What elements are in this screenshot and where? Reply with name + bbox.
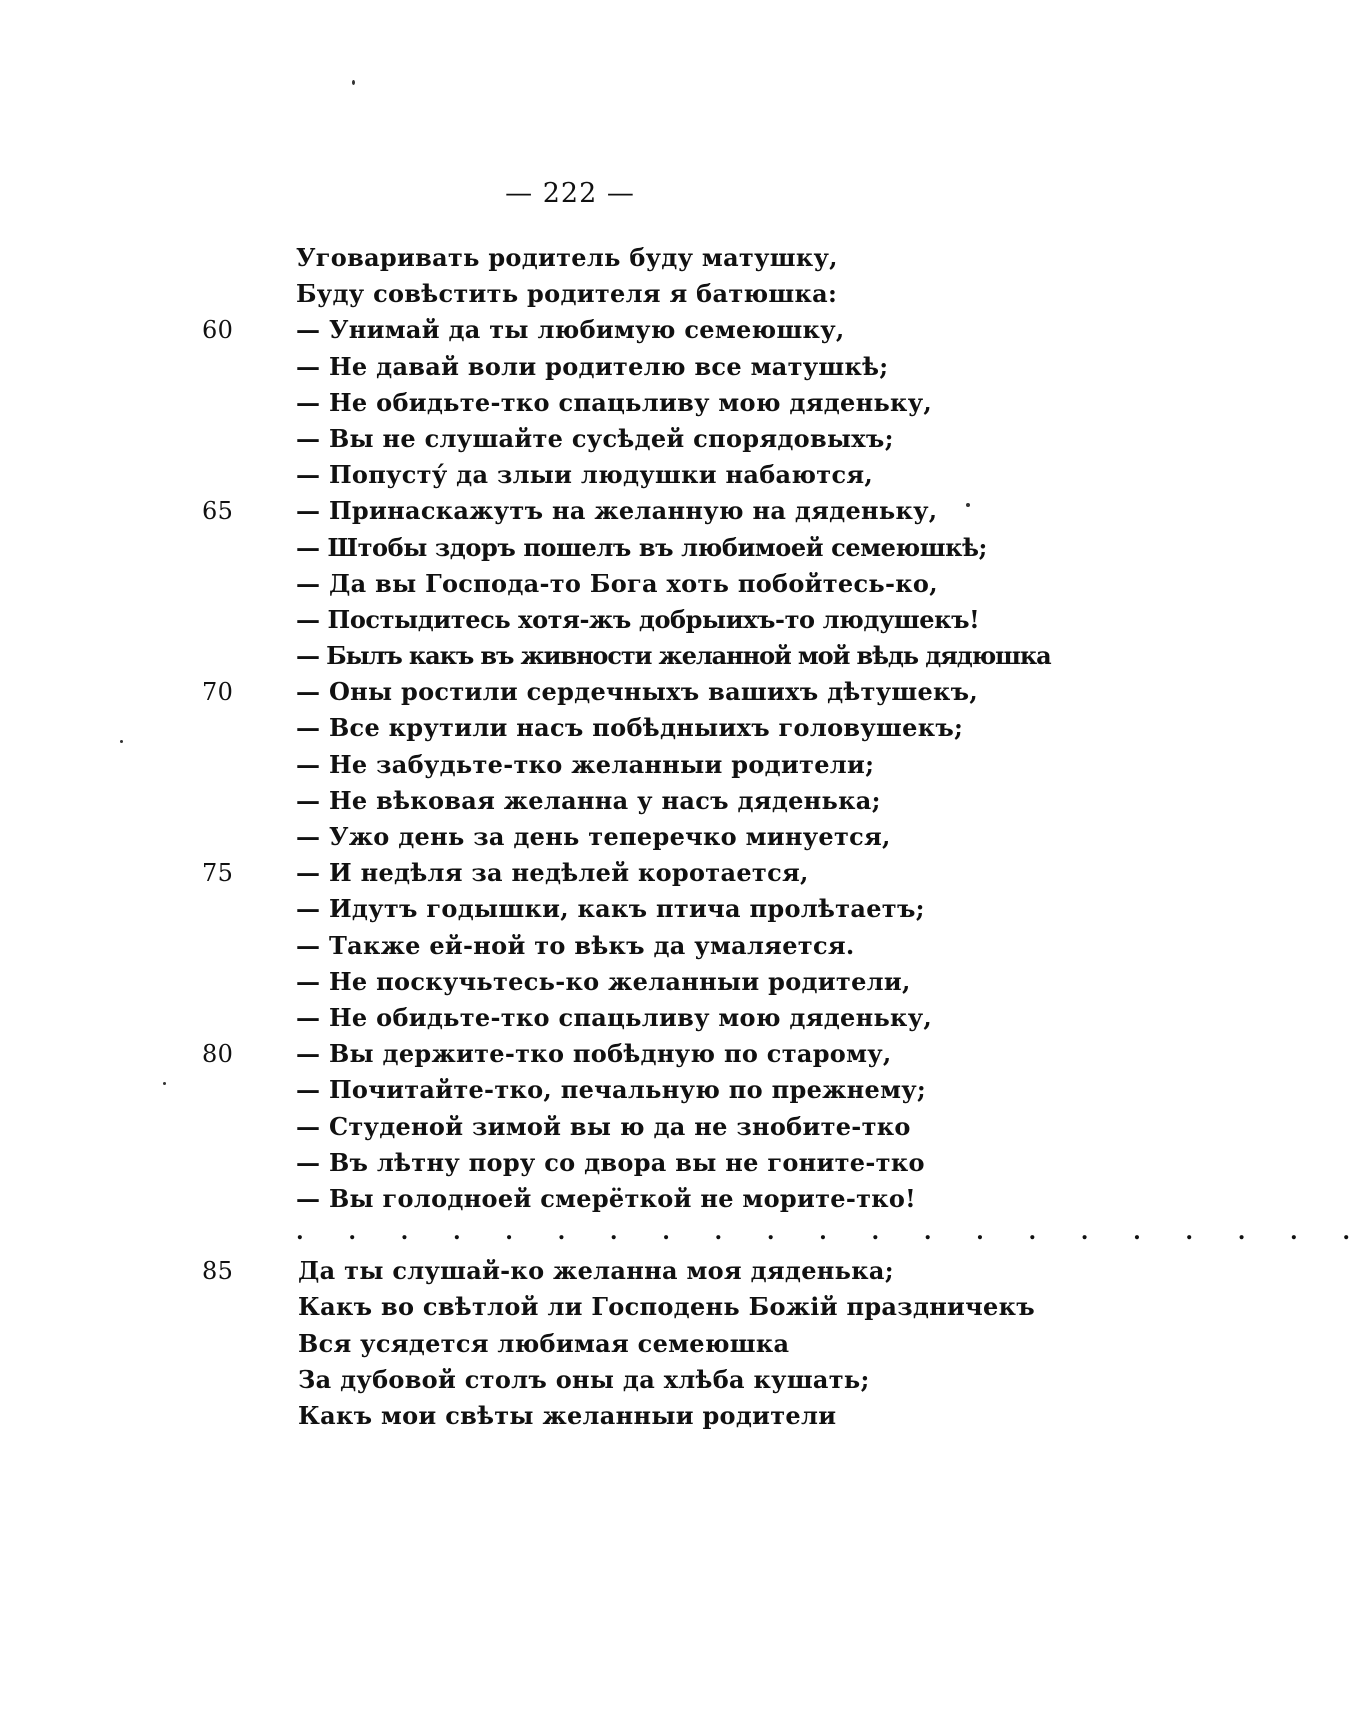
line-text: — Былъ какъ въ живности желанной мой вѣдь дядюшка <box>296 641 1051 671</box>
line-number: 70 <box>202 678 234 707</box>
line-text: — Не поскучьтесь-ко желанныи родители, <box>296 966 911 996</box>
line-text: — Все крутили насъ побѣдныихъ головушекъ; <box>296 713 964 743</box>
line-text: — Вы голодноей смерёткой не морите-тко! <box>296 1183 917 1213</box>
poem-line <box>252 385 1072 421</box>
line-text: Да ты слушай-ко желанна моя дяденька; <box>298 1256 894 1286</box>
print-speck <box>352 80 355 85</box>
poem-line <box>252 1398 1072 1434</box>
line-text: — Да вы Господа-то Бога хоть побойтесь-ко, <box>296 568 938 598</box>
line-text: — Не вѣковая желанна у насъ дяденька; <box>296 785 881 815</box>
line-text: Уговаривать родитель буду матушку, <box>296 243 838 272</box>
poem-line <box>252 638 1072 674</box>
print-speck <box>163 1082 166 1085</box>
line-text: — Вы держите-тко побѣдную по старому, <box>296 1039 892 1069</box>
poem-line <box>202 855 1072 891</box>
poem-line <box>252 457 1072 493</box>
line-text: Буду совѣстить родителя я батюшка: <box>296 279 838 309</box>
page-number: — 222 — <box>505 178 635 209</box>
line-text: — Не забудьте-тко желанныи родители; <box>296 749 875 779</box>
line-text: — Оны ростили сердечныхъ вашихъ дѣтушекъ, <box>296 677 979 707</box>
poem-line <box>202 1253 1072 1289</box>
poem-line <box>202 1036 1072 1072</box>
line-text: — Вы не слушайте сусѣдей спорядовыхъ; <box>296 423 894 453</box>
line-text: — Штобы здоръ пошелъ въ любимоей семеюшкѣ; <box>296 532 988 562</box>
poem-line <box>252 530 1072 566</box>
poem-line <box>252 891 1072 927</box>
poem-line <box>252 783 1072 819</box>
line-number: 85 <box>202 1257 234 1286</box>
line-text: — Не давай воли родителю все матушкѣ; <box>296 351 889 381</box>
line-number: 60 <box>202 316 234 345</box>
poem-line <box>252 421 1072 457</box>
poem-line <box>252 1362 1072 1398</box>
poem-line <box>252 349 1072 385</box>
poem-line <box>252 1072 1072 1108</box>
line-text: За дубовой столъ оны да хлѣба кушать; <box>298 1364 870 1394</box>
line-text: — Почитайте-тко, печальную по прежнему; <box>296 1075 927 1105</box>
line-number: 65 <box>202 497 234 526</box>
line-text: — Студеной зимой вы ю да не знобите-тко <box>296 1111 911 1141</box>
poem-line <box>202 674 1072 710</box>
line-text: Какъ мои свѣты желанныи родители <box>298 1401 837 1430</box>
poem-line <box>252 964 1072 1000</box>
poem-line <box>252 276 1072 312</box>
poem-line <box>202 312 1072 348</box>
line-text: — Постыдитесь хотя-жъ добрыихъ-то людушекъ! <box>296 604 980 634</box>
poem-line <box>252 819 1072 855</box>
poem-line <box>252 1000 1072 1036</box>
line-text: Какъ во свѣтлой ли Господень Божій праздничекъ <box>298 1292 1035 1322</box>
line-text: — И недѣля за недѣлей коротается, <box>296 858 809 888</box>
line-text: — Не обидьте-тко спацьливу мою дяденьку, <box>296 1002 933 1032</box>
line-number: 80 <box>202 1040 234 1069</box>
poem-line <box>252 1145 1072 1181</box>
line-text: — Не обидьте-тко спацьливу мою дяденьку, <box>296 387 933 417</box>
poem-line <box>252 747 1072 783</box>
line-text: — Идутъ годышки, какъ птича пролѣтаетъ; <box>296 894 925 924</box>
poem-line <box>252 1289 1072 1325</box>
poem-line <box>252 1326 1072 1362</box>
line-text: — Въ лѣтну пору со двора вы не гоните-тко <box>296 1147 925 1177</box>
poem-line <box>252 602 1072 638</box>
line-text: — Унимай да ты любимую семеюшку, <box>296 315 845 345</box>
poem-line <box>252 566 1072 602</box>
poem-line <box>252 710 1072 746</box>
line-text: — Попусту́ да злыи людушки набаются, <box>296 460 874 490</box>
poem-line <box>252 240 1072 276</box>
line-text: Вся усядется любимая семеюшка <box>298 1328 790 1358</box>
poem-line <box>202 493 1072 529</box>
poem-line <box>252 1109 1072 1145</box>
line-number: 75 <box>202 859 234 888</box>
poem-body <box>202 240 1369 1434</box>
poem-line <box>252 1181 1072 1217</box>
line-text: — Также ей-ной то вѣкъ да умаляется. <box>296 930 855 960</box>
poem-line <box>252 928 1072 964</box>
print-speck <box>120 740 123 743</box>
line-text: — Принаскажутъ на желанную на дяденьку, <box>296 496 938 526</box>
line-text: — Ужо день за день теперечко минуется, <box>296 822 891 851</box>
omission-dots: . . . . . . . . . . . . . . . . . . . . . <box>296 1219 1369 1246</box>
